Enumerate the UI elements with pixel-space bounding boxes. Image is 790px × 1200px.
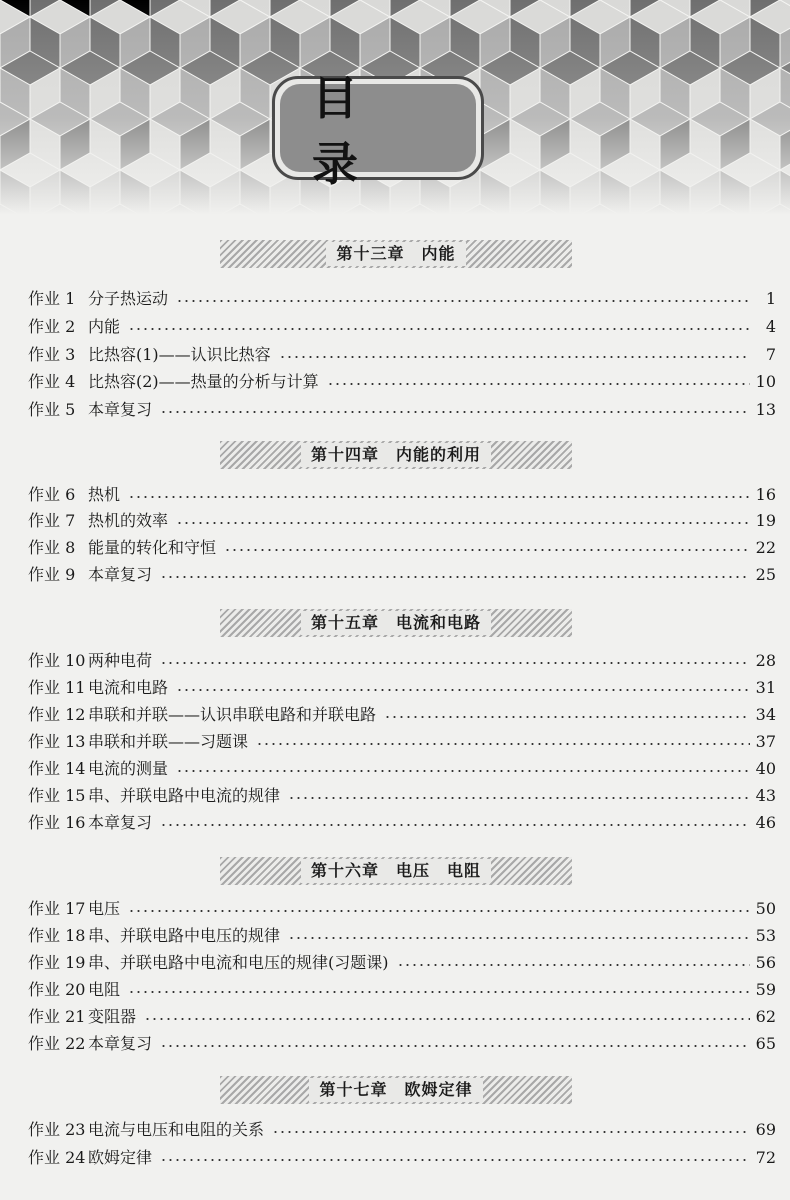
toc-entry[interactable]: [28, 508, 776, 534]
entry-code: 作业 10: [28, 651, 86, 670]
dot-leader: [288, 797, 750, 799]
entry-title: 变阻器: [88, 1007, 137, 1026]
chapter-heading: [220, 441, 572, 469]
dot-leader: [256, 743, 750, 745]
entry-title: 比热容(2)——热量的分析与计算: [88, 372, 319, 391]
dot-leader: [272, 1131, 750, 1133]
toc-entry[interactable]: [28, 562, 776, 588]
entry-page-number: 16: [755, 485, 776, 504]
toc-title-plate: [280, 71, 484, 191]
entry-page-number: 28: [755, 651, 776, 670]
toc-entry[interactable]: [28, 756, 776, 782]
entry-page-number: 4: [765, 317, 776, 336]
entry-title: 串、并联电路中电压的规律: [88, 926, 281, 945]
entry-page-number: 56: [755, 953, 776, 972]
toc-entry[interactable]: [28, 397, 776, 423]
entry-page-number: 7: [765, 345, 776, 364]
toc-entry[interactable]: [28, 369, 776, 395]
entry-title: 本章复习: [88, 1034, 153, 1053]
entry-page-number: 59: [755, 980, 776, 999]
entry-page-number: 10: [755, 372, 776, 391]
entry-page-number: 46: [755, 813, 776, 832]
entry-page-number: 69: [755, 1120, 776, 1139]
entry-title: 电流的测量: [88, 759, 169, 778]
dot-leader: [128, 910, 750, 912]
toc-entry[interactable]: [28, 1145, 776, 1171]
entry-page-number: 34: [755, 705, 776, 724]
entry-page-number: 43: [755, 786, 776, 805]
dot-leader: [160, 576, 750, 578]
entry-title: 本章复习: [88, 565, 153, 584]
entry-code: 作业 7: [28, 511, 76, 530]
dot-leader: [176, 689, 750, 691]
entry-code: 作业 13: [28, 732, 86, 751]
toc-title: 目 录: [312, 71, 484, 191]
entry-code: 作业 16: [28, 813, 86, 832]
entry-code: 作业 3: [28, 345, 76, 364]
toc-entry[interactable]: [28, 950, 776, 976]
dot-leader: [176, 770, 750, 772]
entry-code: 作业 22: [28, 1034, 86, 1053]
entry-title: 热机的效率: [88, 511, 169, 530]
entry-title: 本章复习: [88, 400, 153, 419]
entry-title: 串、并联电路中电流和电压的规律(习题课): [88, 953, 389, 972]
dot-leader: [176, 300, 750, 302]
entry-page-number: 22: [755, 538, 776, 557]
entry-page-number: 13: [755, 400, 776, 419]
entry-title: 能量的转化和守恒: [88, 538, 217, 557]
dot-leader: [128, 991, 750, 993]
toc-entry[interactable]: [28, 286, 776, 312]
entry-code: 作业 5: [28, 400, 76, 419]
entry-code: 作业 9: [28, 565, 76, 584]
entry-page-number: 31: [755, 678, 776, 697]
entry-title: 热机: [88, 485, 121, 504]
dot-leader: [327, 383, 750, 385]
entry-page-number: 25: [755, 565, 776, 584]
entry-code: 作业 23: [28, 1120, 86, 1139]
dot-leader: [128, 328, 750, 330]
entry-title: 比热容(1)——认识比热容: [88, 345, 271, 364]
dot-leader: [128, 496, 750, 498]
entry-page-number: 53: [755, 926, 776, 945]
entry-code: 作业 15: [28, 786, 86, 805]
entry-page-number: 40: [755, 759, 776, 778]
entry-title: 电压: [88, 899, 121, 918]
entry-code: 作业 18: [28, 926, 86, 945]
entry-page-number: 1: [765, 289, 776, 308]
entry-title: 本章复习: [88, 813, 153, 832]
entry-title: 电流与电压和电阻的关系: [88, 1120, 265, 1139]
chapter-title: 第十七章 欧姆定律: [309, 1078, 482, 1102]
chapter-title: 第十六章 电压 电阻: [301, 859, 491, 883]
entry-page-number: 19: [755, 511, 776, 530]
chapter-heading: [220, 857, 572, 885]
entry-code: 作业 6: [28, 485, 76, 504]
dot-leader: [288, 937, 750, 939]
dot-leader: [160, 411, 750, 413]
dot-leader: [176, 522, 750, 524]
entry-title: 两种电荷: [88, 651, 153, 670]
dot-leader: [144, 1018, 750, 1020]
entry-code: 作业 1: [28, 289, 76, 308]
entry-title: 串联和并联——习题课: [88, 732, 249, 751]
entry-code: 作业 17: [28, 899, 86, 918]
toc-entry[interactable]: [28, 482, 776, 508]
dot-leader: [160, 1159, 750, 1161]
entry-code: 作业 21: [28, 1007, 86, 1026]
toc-entry[interactable]: [28, 314, 776, 340]
entry-code: 作业 8: [28, 538, 76, 557]
dot-leader: [279, 356, 750, 358]
toc-entry[interactable]: [28, 648, 776, 674]
entry-page-number: 37: [755, 732, 776, 751]
dot-leader: [160, 1045, 750, 1047]
toc-entry[interactable]: [28, 896, 776, 922]
toc-entry[interactable]: [28, 729, 776, 755]
entry-title: 串、并联电路中电流的规律: [88, 786, 281, 805]
entry-title: 电流和电路: [88, 678, 169, 697]
dot-leader: [160, 824, 750, 826]
toc-entry[interactable]: [28, 1031, 776, 1057]
entry-title: 欧姆定律: [88, 1148, 153, 1167]
toc-entry[interactable]: [28, 535, 776, 561]
toc-entry[interactable]: [28, 1117, 776, 1143]
chapter-heading: [220, 1076, 572, 1104]
entry-page-number: 50: [755, 899, 776, 918]
chapter-title: 第十四章 内能的利用: [301, 443, 491, 467]
chapter-title: 第十五章 电流和电路: [301, 611, 491, 635]
toc-entry[interactable]: [28, 977, 776, 1003]
chapter-heading: [220, 609, 572, 637]
chapter-heading: [220, 240, 572, 268]
entry-page-number: 72: [755, 1148, 776, 1167]
entry-code: 作业 11: [28, 678, 86, 697]
toc-entry[interactable]: [28, 923, 776, 949]
entry-page-number: 65: [755, 1034, 776, 1053]
dot-leader: [397, 964, 751, 966]
entry-code: 作业 19: [28, 953, 86, 972]
entry-code: 作业 12: [28, 705, 86, 724]
entry-title: 内能: [88, 317, 121, 336]
toc-title-frame: [272, 71, 484, 191]
toc-entry[interactable]: [28, 675, 776, 701]
entry-title: 串联和并联——认识串联电路和并联电路: [88, 705, 377, 724]
dot-leader: [160, 662, 750, 664]
chapter-title: 第十三章 内能: [326, 242, 465, 266]
toc-entry[interactable]: [28, 342, 776, 368]
entry-title: 电阻: [88, 980, 121, 999]
entry-code: 作业 14: [28, 759, 86, 778]
toc-entry[interactable]: [28, 1004, 776, 1030]
entry-code: 作业 20: [28, 980, 86, 999]
entry-code: 作业 4: [28, 372, 76, 391]
toc-entry[interactable]: [28, 702, 776, 728]
entry-page-number: 62: [755, 1007, 776, 1026]
entry-title: 分子热运动: [88, 289, 169, 308]
entry-code: 作业 2: [28, 317, 76, 336]
dot-leader: [384, 716, 750, 718]
toc-entry[interactable]: [28, 810, 776, 836]
toc-entry[interactable]: [28, 783, 776, 809]
dot-leader: [224, 549, 750, 551]
entry-code: 作业 24: [28, 1148, 86, 1167]
